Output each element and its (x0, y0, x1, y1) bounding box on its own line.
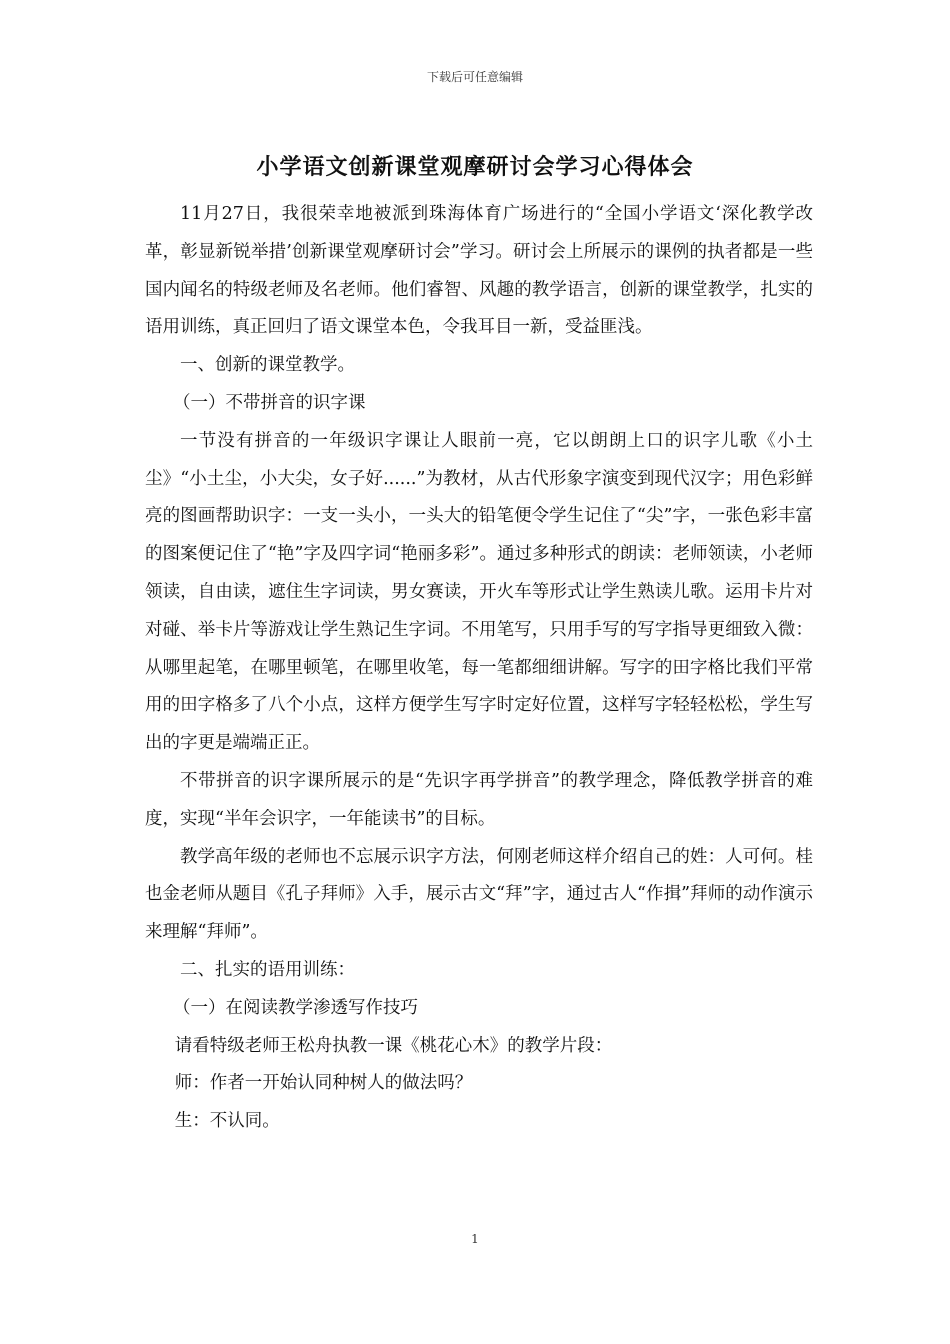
paragraph-upper-grade: 教学高年级的老师也不忘展示识字方法，何刚老师这样介绍自己的姓：人可何。桂也金老师从题目《孔子拜师》入手，展示古文“拜”字，通过古人“作揖”拜师的动作演示来理解“拜师”。 (145, 846, 813, 943)
subsection-heading-2-1: （一）在阅读教学渗透写作技巧 (173, 997, 418, 1018)
paragraph-intro: 11月27日，我很荣幸地被派到珠海体育广场进行的“全国小学语文‘深化教学改革，彰显新锐举措’创新课堂观摩研讨会”学习。研讨会上所展示的课例的执者都是一些国内闻名的特级老师及名老师。他们睿智、风趣的教学语言，创新的课堂教学，扎实的语用训练，真正回归了语文课堂本色，令我耳目一新，受益匪浅。 (145, 204, 813, 338)
dialogue-teacher-line: 师：作者一开始认同种树人的做法吗？ (174, 1073, 473, 1094)
page-header: 下载后可任意编辑 (426, 70, 523, 84)
section-heading-2: 二、扎实的语用训练： (180, 959, 355, 980)
paragraph-literacy-class: 一节没有拼音的一年级识字课让人眼前一亮，它以朗朗上口的识字儿歌《小土尘》“小土尘，小大尖，女子好......”为教材，从古代形象字演变到现代汉字；用色彩鲜亮的图画帮助识字：一支一头小，一头大的铅笔便令学生记住了“尖”字，一张色彩丰富的图案便记住了“艳”字及四字词“艳丽多彩”。通过多种形式的朗读：老师领读，小老师领读，自由读，遮住生字词读，男女赛读，开火车等形式让学生熟读儿歌。运用卡片对对碰、举卡片等游戏让学生熟记生字词。不用笔写，只用手写的写字指导更细致入微：从哪里起笔，在哪里顿笔，在哪里收笔，每一笔都细细讲解。写字的田字格比我们平常用的田字格多了八个小点，这样方便学生写字时定好位置，这样写字轻轻松松，学生写出的字更是端端正正。 (145, 430, 813, 754)
paragraph-lesson-excerpt-intro: 请看特级老师王松舟执教一课《桃花心木》的教学片段： (174, 1035, 613, 1056)
dialogue-student-line: 生：不认同。 (174, 1111, 280, 1132)
paragraph-teaching-concept: 不带拼音的识字课所展示的是“先识字再学拼音”的教学理念，降低教学拼音的难度，实现“半年会识字，一年能读书”的目标。 (145, 770, 813, 829)
page-number: 1 (471, 1232, 479, 1246)
document-title: 小学语文创新课堂观摩研讨会学习心得体会 (256, 154, 694, 180)
subsection-heading-1-1: （一）不带拼音的识字课 (173, 392, 366, 413)
section-heading-1: 一、创新的课堂教学。 (180, 355, 355, 376)
document-body (145, 196, 813, 1141)
